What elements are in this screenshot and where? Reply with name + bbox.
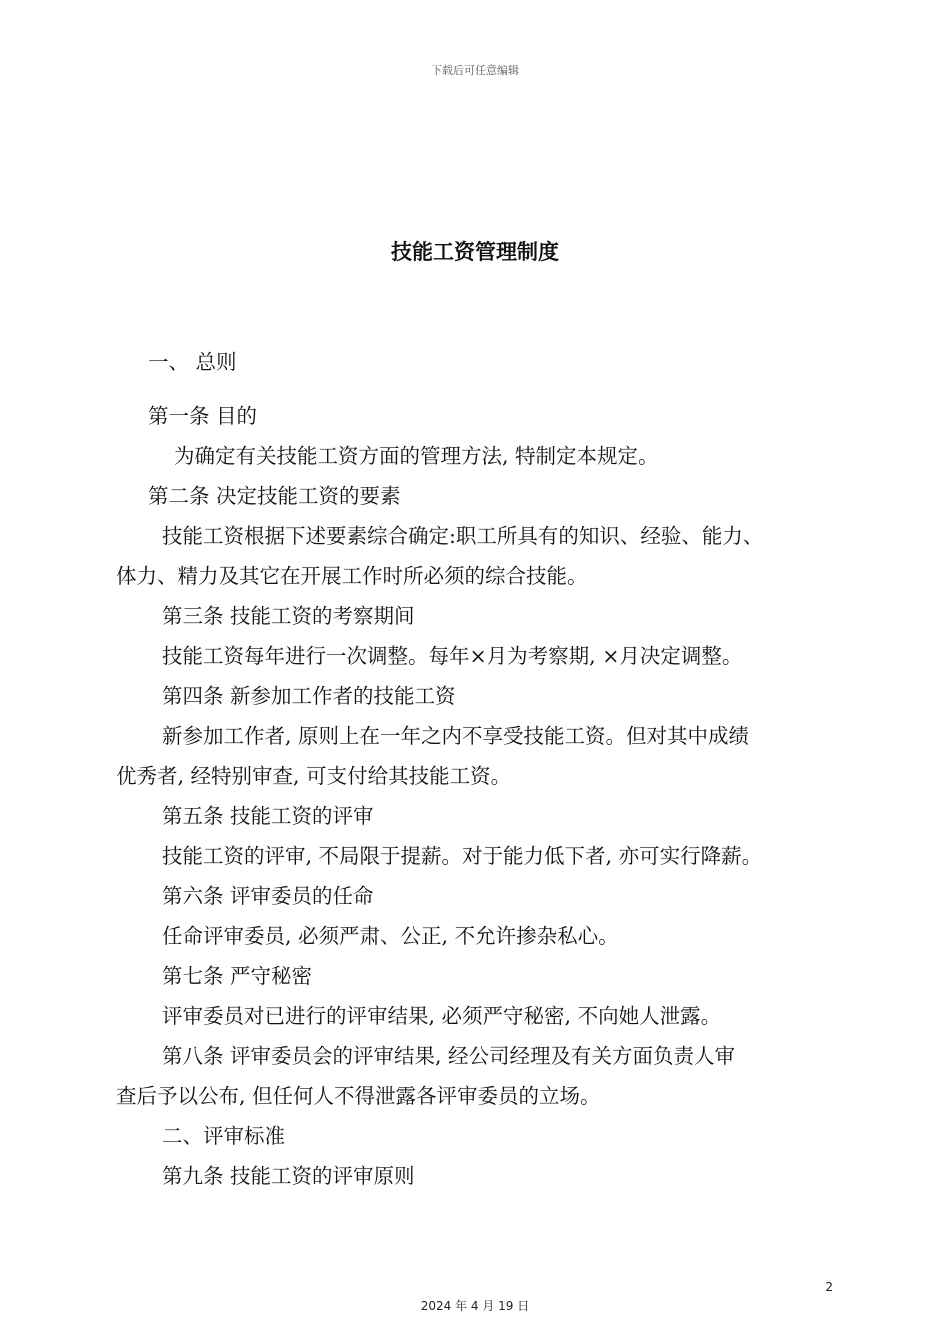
- footer-date: 2024 年 4 月 19 日: [420, 1299, 530, 1313]
- paragraph-line: 技能工资根据下述要素综合确定:职工所具有的知识、经验、能力、: [162, 524, 764, 548]
- paragraph-line: 任命评审委员, 必须严肃、公正, 不允许掺杂私心。: [162, 924, 619, 948]
- article-heading: 第六条 评审委员的任命: [162, 884, 374, 908]
- paragraph-line: 优秀者, 经特别审查, 可支付给其技能工资。: [116, 764, 512, 788]
- article-heading: 第二条 决定技能工资的要素: [148, 484, 401, 508]
- page-header-note: 下载后可任意编辑: [431, 64, 519, 77]
- document-title: 技能工资管理制度: [391, 240, 559, 264]
- paragraph-line: 技能工资的评审, 不局限于提薪。对于能力低下者, 亦可实行降薪。: [162, 844, 763, 868]
- article-heading: 第五条 技能工资的评审: [162, 804, 374, 828]
- article-heading: 第九条 技能工资的评审原则: [162, 1164, 415, 1188]
- article-heading: 第七条 严守秘密: [162, 964, 313, 988]
- section-heading-general: 一、 总则: [148, 350, 237, 374]
- paragraph-line: 体力、精力及其它在开展工作时所必须的综合技能。: [116, 564, 588, 588]
- paragraph-line: 技能工资每年进行一次调整。每年×月为考察期, ×月决定调整。: [162, 644, 743, 668]
- paragraph-line: 查后予以公布, 但任何人不得泄露各评审委员的立场。: [116, 1084, 601, 1108]
- article-heading: 第四条 新参加工作者的技能工资: [162, 684, 456, 708]
- paragraph-line: 新参加工作者, 原则上在一年之内不享受技能工资。但对其中成绩: [162, 724, 750, 748]
- section-heading-criteria: 二、评审标准: [162, 1124, 285, 1148]
- article-heading: 第三条 技能工资的考察期间: [162, 604, 415, 628]
- article-heading: 第一条 目的: [148, 404, 258, 428]
- paragraph-line: 为确定有关技能工资方面的管理方法, 特制定本规定。: [174, 444, 659, 468]
- article-heading: 第八条 评审委员会的评审结果, 经公司经理及有关方面负责人审: [162, 1044, 736, 1068]
- page-number: 2: [825, 1280, 833, 1294]
- paragraph-line: 评审委员对已进行的评审结果, 必须严守秘密, 不向她人泄露。: [162, 1004, 722, 1028]
